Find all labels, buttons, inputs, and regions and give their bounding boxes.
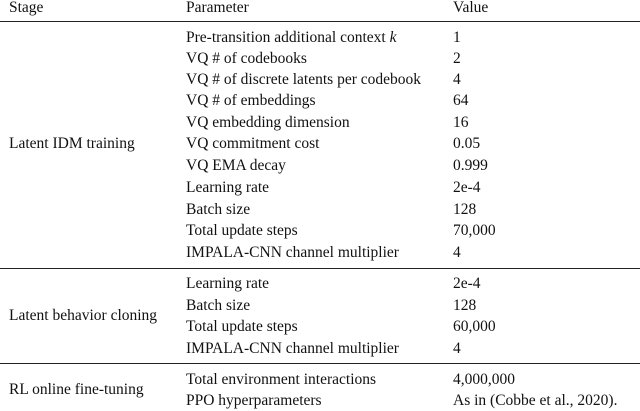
table-row	[0, 155, 640, 176]
header-value: Value	[453, 0, 489, 16]
param-cell: IMPALA-CNN channel multiplier	[186, 244, 399, 261]
value-cell: 60,000	[453, 318, 496, 335]
param-cell: Learning rate	[186, 179, 270, 196]
stage-rl-online-fine-tuning: RL online fine-tuning	[9, 381, 144, 398]
table-header	[0, 0, 640, 18]
table-row	[0, 316, 640, 337]
table-row	[0, 220, 640, 241]
value-cell: 128	[453, 201, 477, 218]
section-rule	[0, 268, 640, 269]
header-parameter: Parameter	[186, 0, 249, 16]
value-cell: 2	[453, 50, 461, 67]
param-cell: PPO hyperparameters	[186, 392, 322, 409]
param-cell: Total environment interactions	[186, 371, 377, 388]
value-cell: 4	[453, 244, 461, 261]
value-cell: 64	[453, 92, 469, 109]
table-row	[0, 27, 640, 48]
value-cell: 2e-4	[453, 179, 481, 196]
table-row	[0, 112, 640, 133]
value-cell: 4,000,000	[453, 371, 515, 388]
value-cell: 4	[453, 71, 461, 88]
stage-latent-behavior-cloning: Latent behavior cloning	[9, 307, 158, 324]
param-cell: Total update steps	[186, 318, 298, 335]
value-cell: 128	[453, 297, 477, 314]
param-cell: Learning rate	[186, 275, 270, 292]
value-cell: As in (Cobbe et al., 2020).	[453, 392, 618, 409]
table-row	[0, 338, 640, 359]
value-cell: 4	[453, 340, 461, 357]
param-cell: VQ commitment cost	[186, 135, 320, 152]
param-cell: Total update steps	[186, 222, 298, 239]
table-row	[0, 69, 640, 90]
table-row	[0, 177, 640, 198]
param-cell: Batch size	[186, 297, 251, 314]
param-cell: Pre-transition additional context k	[186, 29, 397, 46]
value-cell: 2e-4	[453, 275, 481, 292]
param-cell: VQ # of discrete latents per codebook	[186, 71, 422, 88]
stage-latent-idm-training: Latent IDM training	[9, 135, 135, 152]
table-row	[0, 390, 640, 411]
table-row	[0, 90, 640, 111]
table-row	[0, 369, 640, 390]
value-cell: 0.999	[453, 157, 488, 174]
param-cell: VQ # of embeddings	[186, 92, 316, 109]
table-row	[0, 48, 640, 69]
param-cell: VQ embedding dimension	[186, 114, 350, 131]
value-cell: 1	[453, 29, 461, 46]
table-row	[0, 242, 640, 263]
header-stage: Stage	[9, 0, 44, 16]
header-rule	[0, 21, 640, 22]
table-row	[0, 199, 640, 220]
table-row	[0, 273, 640, 294]
value-cell: 70,000	[453, 222, 496, 239]
value-cell: 0.05	[453, 135, 481, 152]
param-cell: VQ # of codebooks	[186, 50, 307, 67]
value-cell: 16	[453, 114, 469, 131]
section-rule	[0, 363, 640, 364]
param-cell: Batch size	[186, 201, 251, 218]
table-row	[0, 295, 640, 316]
param-cell: VQ EMA decay	[186, 157, 286, 174]
param-cell: IMPALA-CNN channel multiplier	[186, 340, 399, 357]
table-row	[0, 133, 640, 154]
